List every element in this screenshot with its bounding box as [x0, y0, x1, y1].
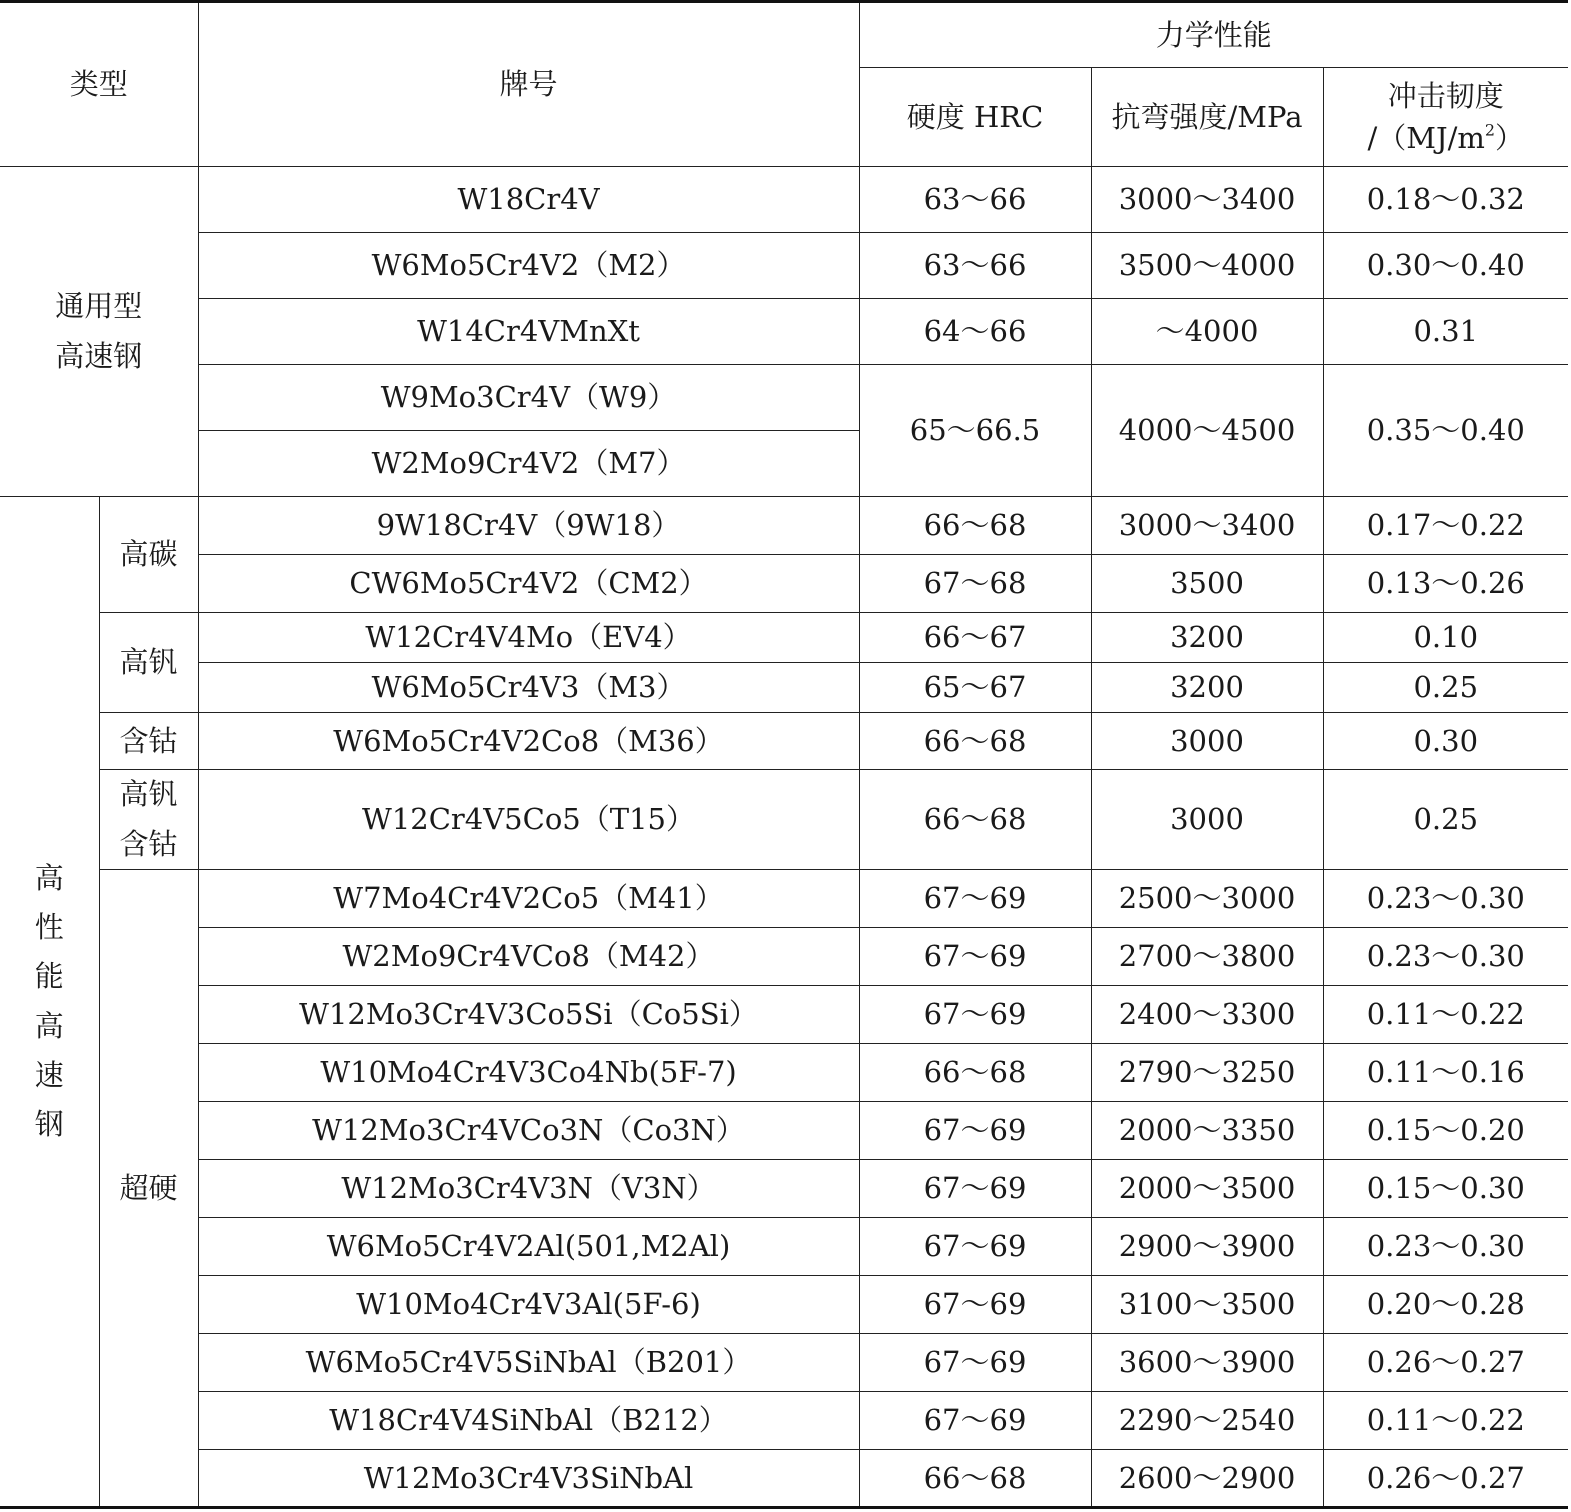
- strength-cell: 3200: [1091, 663, 1323, 713]
- grade-cell: W10Mo4Cr4V3Co4Nb(5F-7): [198, 1044, 859, 1102]
- hardness-cell: 66～68: [859, 770, 1091, 870]
- strength-cell: 2500～3000: [1091, 870, 1323, 928]
- toughness-cell: 0.25: [1323, 770, 1568, 870]
- type-hp-char: 高: [34, 860, 64, 895]
- subtype-vanadium-cobalt: [99, 770, 198, 870]
- hardness-cell: 66～68: [859, 713, 1091, 770]
- grade-cell: W9Mo3Cr4V（W9）: [198, 365, 859, 431]
- hardness-cell: 64～66: [859, 299, 1091, 365]
- subtype-super-hard: 超硬: [99, 870, 198, 1508]
- header-grade: 牌号: [198, 2, 859, 167]
- hardness-cell: 67～69: [859, 1102, 1091, 1160]
- subtype-high-carbon: 高碳: [99, 497, 198, 613]
- strength-cell: 2900～3900: [1091, 1218, 1323, 1276]
- hardness-cell: 67～69: [859, 928, 1091, 986]
- subtype-vc-line1: 高钒: [119, 777, 178, 812]
- header-toughness-suffix: ）: [1495, 121, 1525, 155]
- strength-cell: 2700～3800: [1091, 928, 1323, 986]
- toughness-cell: 0.13～0.26: [1323, 555, 1568, 613]
- hardness-cell: 63～66: [859, 233, 1091, 299]
- type-hp-char: 能: [34, 959, 64, 994]
- toughness-cell: 0.11～0.16: [1323, 1044, 1568, 1102]
- header-toughness-sup: 2: [1484, 120, 1496, 140]
- grade-cell: W6Mo5Cr4V2（M2）: [198, 233, 859, 299]
- toughness-cell: 0.23～0.30: [1323, 1218, 1568, 1276]
- strength-cell: 2400～3300: [1091, 986, 1323, 1044]
- toughness-cell: 0.23～0.30: [1323, 928, 1568, 986]
- grade-cell: 9W18Cr4V（9W18）: [198, 497, 859, 555]
- type-hp-char: 速: [34, 1057, 64, 1092]
- toughness-cell: 0.18～0.32: [1323, 167, 1568, 233]
- toughness-cell: 0.30～0.40: [1323, 233, 1568, 299]
- header-hardness: 硬度 HRC: [859, 68, 1091, 167]
- type-high-performance-hss: [0, 497, 99, 1508]
- type-hp-char: 性: [34, 909, 64, 944]
- grade-cell: W7Mo4Cr4V2Co5（M41）: [198, 870, 859, 928]
- strength-cell: 3000～3400: [1091, 497, 1323, 555]
- hardness-cell: 67～69: [859, 986, 1091, 1044]
- type-general-hss: [0, 167, 198, 497]
- header-impact-toughness: [1323, 68, 1568, 167]
- hardness-cell: 67～69: [859, 870, 1091, 928]
- grade-cell: W6Mo5Cr4V2Co8（M36）: [198, 713, 859, 770]
- hardness-cell: 66～67: [859, 613, 1091, 663]
- toughness-cell: 0.35～0.40: [1323, 365, 1568, 497]
- hardness-cell: 66～68: [859, 1044, 1091, 1102]
- toughness-cell: 0.11～0.22: [1323, 1392, 1568, 1450]
- hardness-cell: 63～66: [859, 167, 1091, 233]
- grade-cell: W12Mo3Cr4V3Co5Si（Co5Si）: [198, 986, 859, 1044]
- toughness-cell: 0.15～0.30: [1323, 1160, 1568, 1218]
- hardness-cell: 67～69: [859, 1218, 1091, 1276]
- grade-cell: W18Cr4V: [198, 167, 859, 233]
- strength-cell: 3000: [1091, 770, 1323, 870]
- hardness-cell: 67～69: [859, 1160, 1091, 1218]
- type-hp-char: 钢: [34, 1107, 64, 1142]
- hardness-cell: 66～68: [859, 1450, 1091, 1508]
- grade-cell: W12Cr4V4Mo（EV4）: [198, 613, 859, 663]
- toughness-cell: 0.30: [1323, 713, 1568, 770]
- grade-cell: W2Mo9Cr4VCo8（M42）: [198, 928, 859, 986]
- strength-cell: 2790～3250: [1091, 1044, 1323, 1102]
- subtype-cobalt: 含钴: [99, 713, 198, 770]
- strength-cell: 3200: [1091, 613, 1323, 663]
- subtype-vc-line2: 含钴: [119, 826, 178, 861]
- strength-cell: ～4000: [1091, 299, 1323, 365]
- grade-cell: W10Mo4Cr4V3Al(5F-6): [198, 1276, 859, 1334]
- strength-cell: 3500～4000: [1091, 233, 1323, 299]
- toughness-cell: 0.10: [1323, 613, 1568, 663]
- strength-cell: 2000～3500: [1091, 1160, 1323, 1218]
- strength-cell: 2000～3350: [1091, 1102, 1323, 1160]
- hardness-cell: 67～69: [859, 1392, 1091, 1450]
- hardness-cell: 67～69: [859, 1276, 1091, 1334]
- toughness-cell: 0.11～0.22: [1323, 986, 1568, 1044]
- grade-cell: W12Mo3Cr4V3N（V3N）: [198, 1160, 859, 1218]
- strength-cell: 2290～2540: [1091, 1392, 1323, 1450]
- toughness-cell: 0.20～0.28: [1323, 1276, 1568, 1334]
- strength-cell: 3500: [1091, 555, 1323, 613]
- toughness-cell: 0.26～0.27: [1323, 1334, 1568, 1392]
- toughness-cell: 0.15～0.20: [1323, 1102, 1568, 1160]
- hardness-cell: 67～68: [859, 555, 1091, 613]
- strength-cell: 2600～2900: [1091, 1450, 1323, 1508]
- grade-cell: W6Mo5Cr4V2Al(501,M2Al): [198, 1218, 859, 1276]
- toughness-cell: 0.31: [1323, 299, 1568, 365]
- hardness-cell: 67～69: [859, 1334, 1091, 1392]
- header-type: 类型: [0, 2, 198, 167]
- type-general-line1: 通用型: [55, 289, 143, 324]
- hardness-cell: 65～67: [859, 663, 1091, 713]
- grade-cell: W18Cr4V4SiNbAl（B212）: [198, 1392, 859, 1450]
- grade-cell: W12Cr4V5Co5（T15）: [198, 770, 859, 870]
- toughness-cell: 0.26～0.27: [1323, 1450, 1568, 1508]
- grade-cell: W6Mo5Cr4V3（M3）: [198, 663, 859, 713]
- type-general-line2: 高速钢: [55, 338, 143, 373]
- toughness-cell: 0.17～0.22: [1323, 497, 1568, 555]
- header-mechanical-properties: 力学性能: [859, 2, 1568, 68]
- type-hp-char: 高: [34, 1008, 64, 1043]
- subtype-high-vanadium: 高钒: [99, 613, 198, 713]
- hardness-cell: 65～66.5: [859, 365, 1091, 497]
- grade-cell: W14Cr4VMnXt: [198, 299, 859, 365]
- strength-cell: 4000～4500: [1091, 365, 1323, 497]
- toughness-cell: 0.25: [1323, 663, 1568, 713]
- strength-cell: 3000: [1091, 713, 1323, 770]
- header-toughness-line1: 冲击韧度: [1387, 78, 1504, 113]
- header-bending-strength: 抗弯强度/MPa: [1091, 68, 1323, 167]
- toughness-cell: 0.23～0.30: [1323, 870, 1568, 928]
- header-toughness-prefix: /（MJ/m: [1367, 121, 1485, 155]
- grade-cell: W12Mo3Cr4VCo3N（Co3N）: [198, 1102, 859, 1160]
- grade-cell: CW6Mo5Cr4V2（CM2）: [198, 555, 859, 613]
- grade-cell: W12Mo3Cr4V3SiNbAl: [198, 1450, 859, 1508]
- grade-cell: W2Mo9Cr4V2（M7）: [198, 431, 859, 497]
- strength-cell: 3000～3400: [1091, 167, 1323, 233]
- grade-cell: W6Mo5Cr4V5SiNbAl（B201）: [198, 1334, 859, 1392]
- strength-cell: 3100～3500: [1091, 1276, 1323, 1334]
- hardness-cell: 66～68: [859, 497, 1091, 555]
- strength-cell: 3600～3900: [1091, 1334, 1323, 1392]
